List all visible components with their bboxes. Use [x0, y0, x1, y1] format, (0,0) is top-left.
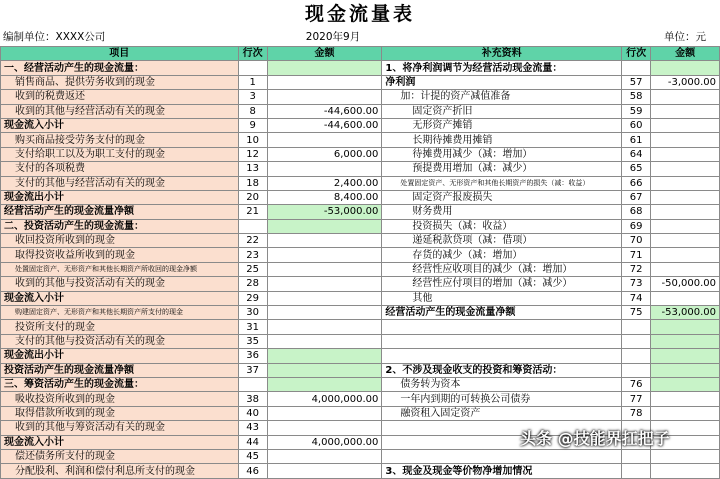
row-amount-cell[interactable]: 8,400.00 — [267, 190, 382, 204]
row-amount-cell[interactable]: -53,000.00 — [267, 205, 382, 219]
row-item-cell[interactable]: 现金流入小计 — [1, 118, 239, 132]
row-supplement-cell[interactable]: 待摊费用减少（减：增加） — [382, 147, 622, 161]
table-row — [1, 262, 720, 276]
row-line-cell[interactable]: 36 — [238, 349, 267, 363]
table-row — [1, 205, 720, 219]
table-row — [1, 248, 720, 262]
row-item-cell[interactable]: 经营活动产生的现金流量净额 — [1, 205, 239, 219]
row-line2-cell[interactable]: 74 — [622, 291, 651, 305]
row-line-cell[interactable]: 46 — [238, 464, 267, 478]
header-line2[interactable]: 行次 — [622, 47, 651, 61]
row-item-cell[interactable]: 三、筹资活动产生的现金流量： — [1, 377, 239, 391]
row-item-cell[interactable]: 二、投资活动产生的现金流量： — [1, 219, 239, 233]
row-supplement-cell[interactable]: 1、将净利润调节为经营活动现金流量： — [382, 61, 622, 75]
row-line-cell[interactable]: 3 — [238, 90, 267, 104]
preparer-label: 编制单位：XXXX公司 — [3, 31, 106, 43]
table-row — [1, 349, 720, 363]
row-line-cell[interactable]: 28 — [238, 277, 267, 291]
row-amount2-cell[interactable]: -50,000.00 — [651, 277, 720, 291]
table-row — [1, 75, 720, 89]
row-line2-cell[interactable]: 70 — [622, 234, 651, 248]
row-item-cell[interactable]: 取得借款所收到的现金 — [1, 406, 239, 420]
row-item-cell[interactable]: 现金流入小计 — [1, 435, 239, 449]
row-amount-cell[interactable]: 2,400.00 — [267, 176, 382, 190]
table-row — [1, 406, 720, 420]
row-amount2-cell[interactable] — [651, 133, 720, 147]
row-supplement-cell[interactable]: 净利润 — [382, 75, 622, 89]
row-amount-cell[interactable] — [267, 219, 382, 233]
row-amount-cell[interactable] — [267, 162, 382, 176]
row-item-cell[interactable]: 收到的其他与筹资活动有关的现金 — [1, 421, 239, 435]
row-amount2-cell[interactable] — [651, 190, 720, 204]
table-row — [1, 61, 720, 75]
row-supplement-cell[interactable]: 处置固定资产、无形资产和其他长期资产的损失（减：收益） — [382, 176, 622, 190]
row-amount-cell[interactable] — [267, 363, 382, 377]
row-supplement-cell[interactable]: 存货的减少（减：增加） — [382, 248, 622, 262]
row-item-cell[interactable]: 购买商品接受劳务支付的现金 — [1, 133, 239, 147]
row-line2-cell[interactable]: 68 — [622, 205, 651, 219]
row-supplement-cell[interactable]: 无形资产摊销 — [382, 118, 622, 132]
row-line-cell[interactable]: 25 — [238, 262, 267, 276]
row-amount-cell[interactable] — [267, 291, 382, 305]
row-item-cell[interactable]: 支付的其他与经营活动有关的现金 — [1, 176, 239, 190]
row-amount-cell[interactable] — [267, 349, 382, 363]
row-amount-cell[interactable] — [267, 248, 382, 262]
row-item-cell[interactable]: 现金流出小计 — [1, 190, 239, 204]
table-row — [1, 392, 720, 406]
row-amount2-cell[interactable] — [651, 234, 720, 248]
row-line2-cell[interactable]: 65 — [622, 162, 651, 176]
row-amount2-cell[interactable] — [651, 363, 720, 377]
row-supplement-cell[interactable]: 长期待摊费用摊销 — [382, 133, 622, 147]
row-amount2-cell[interactable]: -3,000.00 — [651, 75, 720, 89]
row-line-cell[interactable]: 37 — [238, 363, 267, 377]
row-supplement-cell[interactable]: 经营性应收项目的减少（减：增加） — [382, 262, 622, 276]
row-line-cell[interactable]: 10 — [238, 133, 267, 147]
row-amount-cell[interactable] — [267, 61, 382, 75]
row-amount2-cell[interactable] — [651, 320, 720, 334]
row-line-cell[interactable]: 13 — [238, 162, 267, 176]
table-row — [1, 90, 720, 104]
row-item-cell[interactable]: 购建固定资产、无形资产和其他长期资产所支付的现金 — [1, 306, 239, 320]
row-amount-cell[interactable]: 4,000,000.00 — [267, 392, 382, 406]
header-amount[interactable]: 金额 — [267, 47, 382, 61]
row-line2-cell[interactable]: 76 — [622, 377, 651, 391]
row-line-cell[interactable]: 35 — [238, 334, 267, 348]
row-amount2-cell[interactable] — [651, 262, 720, 276]
row-item-cell[interactable]: 支付给职工以及为职工支付的现金 — [1, 147, 239, 161]
row-item-cell[interactable]: 收到的税费返还 — [1, 90, 239, 104]
period-label: 2020年9月 — [305, 31, 361, 43]
row-amount2-cell[interactable] — [651, 449, 720, 463]
row-line-cell[interactable] — [238, 219, 267, 233]
row-item-cell[interactable]: 现金流入小计 — [1, 291, 239, 305]
row-item-cell[interactable]: 销售商品、提供劳务收到的现金 — [1, 75, 239, 89]
row-amount2-cell[interactable] — [651, 377, 720, 391]
row-amount2-cell[interactable] — [651, 406, 720, 420]
row-line2-cell[interactable]: 67 — [622, 190, 651, 204]
watermark-text: 头条 @技能界扛把子 — [520, 429, 670, 448]
row-line2-cell[interactable]: 61 — [622, 133, 651, 147]
row-amount-cell[interactable] — [267, 421, 382, 435]
row-item-cell[interactable]: 收回投资所收到的现金 — [1, 234, 239, 248]
row-supplement-cell[interactable]: 债务转为资本 — [382, 377, 622, 391]
row-line2-cell[interactable]: 77 — [622, 392, 651, 406]
row-line2-cell[interactable]: 57 — [622, 75, 651, 89]
row-line2-cell[interactable]: 71 — [622, 248, 651, 262]
row-line-cell[interactable]: 45 — [238, 449, 267, 463]
row-item-cell[interactable]: 投资活动产生的现金流量净额 — [1, 363, 239, 377]
row-line-cell[interactable]: 9 — [238, 118, 267, 132]
row-line2-cell[interactable]: 69 — [622, 219, 651, 233]
row-item-cell[interactable]: 取得投资收益所收到的现金 — [1, 248, 239, 262]
row-amount2-cell[interactable] — [651, 219, 720, 233]
table-row — [1, 162, 720, 176]
row-line-cell[interactable]: 1 — [238, 75, 267, 89]
row-supplement-cell[interactable]: 加：计提的资产减值准备 — [382, 90, 622, 104]
row-supplement-cell[interactable]: 固定资产报废损失 — [382, 190, 622, 204]
row-line-cell[interactable]: 44 — [238, 435, 267, 449]
header-amount2[interactable]: 金额 — [651, 47, 720, 61]
row-amount-cell[interactable] — [267, 449, 382, 463]
row-amount-cell[interactable] — [267, 75, 382, 89]
row-amount2-cell[interactable] — [651, 147, 720, 161]
row-line-cell[interactable]: 12 — [238, 147, 267, 161]
row-supplement-cell[interactable]: 递延税款贷项（减：借项） — [382, 234, 622, 248]
row-supplement-cell[interactable]: 其他 — [382, 291, 622, 305]
row-item-cell[interactable]: 支付的各项税费 — [1, 162, 239, 176]
row-item-cell[interactable]: 分配股利、利润和偿付利息所支付的现金 — [1, 464, 239, 478]
row-line2-cell[interactable] — [622, 334, 651, 348]
row-item-cell[interactable]: 现金流出小计 — [1, 349, 239, 363]
row-line-cell[interactable]: 31 — [238, 320, 267, 334]
row-supplement-cell[interactable]: 2、不涉及现金收支的投资和筹资活动： — [382, 363, 622, 377]
row-amount2-cell[interactable] — [651, 104, 720, 118]
header-supplement[interactable]: 补充资料 — [382, 47, 622, 61]
row-line-cell[interactable]: 20 — [238, 190, 267, 204]
table-row — [1, 219, 720, 233]
row-amount-cell[interactable] — [267, 234, 382, 248]
row-amount2-cell[interactable] — [651, 349, 720, 363]
row-line2-cell[interactable]: 78 — [622, 406, 651, 420]
row-amount2-cell[interactable] — [651, 176, 720, 190]
row-supplement-cell[interactable] — [382, 349, 622, 363]
row-item-cell[interactable]: 支付的其他与投资活动有关的现金 — [1, 334, 239, 348]
row-item-cell[interactable]: 偿还债务所支付的现金 — [1, 449, 239, 463]
row-line2-cell[interactable]: 59 — [622, 104, 651, 118]
row-amount2-cell[interactable] — [651, 90, 720, 104]
row-supplement-cell[interactable] — [382, 320, 622, 334]
row-line-cell[interactable]: 38 — [238, 392, 267, 406]
row-amount2-cell[interactable] — [651, 334, 720, 348]
table-row — [1, 190, 720, 204]
row-line2-cell[interactable] — [622, 320, 651, 334]
table-row — [1, 449, 720, 463]
row-item-cell[interactable]: 收到的其他与投资活动有关的现金 — [1, 277, 239, 291]
row-line2-cell[interactable]: 58 — [622, 90, 651, 104]
row-amount2-cell[interactable] — [651, 205, 720, 219]
cash-flow-table — [0, 46, 720, 479]
row-amount-cell[interactable]: 6,000.00 — [267, 147, 382, 161]
row-amount-cell[interactable] — [267, 277, 382, 291]
row-line2-cell[interactable]: 73 — [622, 277, 651, 291]
row-line-cell[interactable]: 40 — [238, 406, 267, 420]
row-supplement-cell[interactable]: 经营性应付项目的增加（减：减少） — [382, 277, 622, 291]
table-row — [1, 104, 720, 118]
row-line-cell[interactable] — [238, 61, 267, 75]
row-amount2-cell[interactable] — [651, 61, 720, 75]
table-row — [1, 377, 720, 391]
row-amount2-cell[interactable] — [651, 291, 720, 305]
table-header-row — [1, 47, 720, 61]
row-amount-cell[interactable]: -44,600.00 — [267, 118, 382, 132]
row-amount2-cell[interactable]: -53,000.00 — [651, 306, 720, 320]
row-amount-cell[interactable] — [267, 133, 382, 147]
row-line-cell[interactable]: 22 — [238, 234, 267, 248]
row-line2-cell[interactable]: 64 — [622, 147, 651, 161]
row-item-cell[interactable]: 收到的其他与经营活动有关的现金 — [1, 104, 239, 118]
header-item[interactable]: 项目 — [1, 47, 239, 61]
row-line2-cell[interactable]: 75 — [622, 306, 651, 320]
table-row — [1, 320, 720, 334]
table-row — [1, 306, 720, 320]
row-line-cell[interactable]: 21 — [238, 205, 267, 219]
row-line2-cell[interactable] — [622, 363, 651, 377]
report-title: 现金流量表 — [304, 3, 415, 25]
row-item-cell[interactable]: 吸收投资所收到的现金 — [1, 392, 239, 406]
row-line2-cell[interactable]: 72 — [622, 262, 651, 276]
row-line-cell[interactable]: 8 — [238, 104, 267, 118]
row-amount-cell[interactable] — [267, 320, 382, 334]
row-amount2-cell[interactable] — [651, 118, 720, 132]
row-supplement-cell[interactable] — [382, 334, 622, 348]
row-amount-cell[interactable] — [267, 406, 382, 420]
row-amount-cell[interactable] — [267, 306, 382, 320]
row-line-cell[interactable]: 18 — [238, 176, 267, 190]
row-supplement-cell[interactable]: 一年内到期的可转换公司债券 — [382, 392, 622, 406]
row-supplement-cell[interactable]: 固定资产折旧 — [382, 104, 622, 118]
row-supplement-cell[interactable]: 融资租入固定资产 — [382, 406, 622, 420]
row-line2-cell[interactable] — [622, 61, 651, 75]
header-line[interactable]: 行次 — [238, 47, 267, 61]
row-amount-cell[interactable]: 4,000,000.00 — [267, 435, 382, 449]
row-item-cell[interactable]: 一、经营活动产生的现金流量： — [1, 61, 239, 75]
row-line-cell[interactable]: 43 — [238, 421, 267, 435]
row-line2-cell[interactable] — [622, 349, 651, 363]
table-row — [1, 363, 720, 377]
row-amount-cell[interactable]: -44,600.00 — [267, 104, 382, 118]
unit-label: 单位：元 — [664, 31, 706, 43]
row-amount-cell[interactable] — [267, 90, 382, 104]
row-line2-cell[interactable]: 60 — [622, 118, 651, 132]
row-line-cell[interactable]: 30 — [238, 306, 267, 320]
table-row — [1, 147, 720, 161]
row-item-cell[interactable]: 处置固定资产、无形资产和其他长期资产所收回的现金净额 — [1, 262, 239, 276]
row-supplement-cell[interactable]: 投资损失（减：收益） — [382, 219, 622, 233]
row-supplement-cell[interactable]: 财务费用 — [382, 205, 622, 219]
table-row — [1, 277, 720, 291]
row-line-cell[interactable]: 29 — [238, 291, 267, 305]
row-amount-cell[interactable] — [267, 377, 382, 391]
table-row — [1, 234, 720, 248]
row-amount2-cell[interactable] — [651, 392, 720, 406]
row-supplement-cell[interactable]: 预提费用增加（减：减少） — [382, 162, 622, 176]
table-row — [1, 176, 720, 190]
table-row — [1, 133, 720, 147]
row-line2-cell[interactable]: 66 — [622, 176, 651, 190]
row-amount2-cell[interactable] — [651, 248, 720, 262]
table-row — [1, 291, 720, 305]
row-line-cell[interactable]: 23 — [238, 248, 267, 262]
table-row — [1, 118, 720, 132]
row-supplement-cell[interactable]: 经营活动产生的现金流量净额 — [382, 306, 622, 320]
row-item-cell[interactable]: 投资所支付的现金 — [1, 320, 239, 334]
report-meta — [0, 28, 720, 46]
row-supplement-cell[interactable] — [382, 449, 622, 463]
row-amount2-cell[interactable] — [651, 162, 720, 176]
row-amount-cell[interactable] — [267, 262, 382, 276]
table-row — [1, 334, 720, 348]
row-line-cell[interactable] — [238, 377, 267, 391]
row-amount-cell[interactable] — [267, 334, 382, 348]
row-supplement-cell[interactable]: 3、现金及现金等价物净增加情况 — [382, 464, 622, 478]
row-line2-cell[interactable] — [622, 449, 651, 463]
